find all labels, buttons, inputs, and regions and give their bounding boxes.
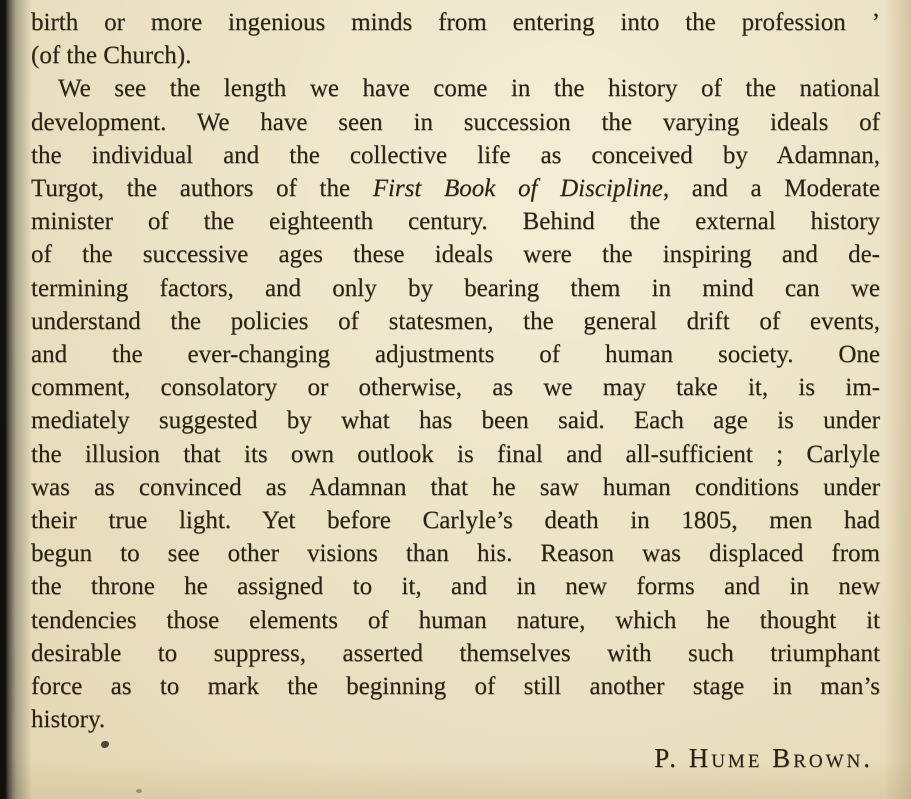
text-line	[31, 604, 880, 637]
author-signature: P. Hume Brown.	[654, 743, 873, 773]
text-segment: mediately suggested by what has been said. Each age is under	[31, 407, 880, 435]
text-line	[31, 6, 880, 39]
text-line	[31, 238, 880, 271]
text-segment: termining factors, and only by bearing them in mind can we	[31, 274, 880, 302]
text-segment: the illusion that its own outlook is final and all-sufficient ; Carlyle	[31, 440, 880, 468]
text-line	[31, 570, 880, 603]
text-line	[31, 404, 880, 437]
text-segment: understand the policies of statesmen, the general drift of events,	[31, 307, 880, 335]
text-line	[31, 39, 880, 72]
text-segment: (of the Church).	[31, 42, 192, 70]
text-segment: was as convinced as Adamnan that he saw human conditions under	[31, 473, 880, 501]
text-line	[31, 670, 880, 703]
text-line	[31, 205, 880, 238]
text-segment: the throne he assigned to it, and in new forms and in new	[31, 573, 880, 601]
text-segment: birth or more ingenious minds from entering into the profession ’	[31, 9, 880, 36]
text-segment: their true light. Yet before Carlyle’s death in 1805, men had	[31, 507, 880, 535]
text-segment: , and a Moderate	[662, 175, 881, 203]
text-segment: begun to see other visions than his. Reason was displaced from	[31, 540, 880, 568]
text-line	[31, 272, 880, 305]
text-segment: force as to mark the beginning of still another stage in man’s	[31, 673, 880, 701]
text-line	[31, 703, 880, 736]
text-segment: development. We have seen in succession the varying ideals of	[31, 108, 880, 136]
text-line	[31, 438, 880, 471]
text-segment: the individual and the collective life as conceived by Adamnan,	[31, 141, 880, 169]
text-line	[31, 537, 880, 570]
text-line	[31, 338, 880, 371]
ink-speck	[136, 789, 142, 793]
text-line	[31, 371, 880, 404]
text-segment: desirable to suppress, asserted themselves with such triumphant	[31, 639, 880, 667]
page-text	[31, 6, 880, 736]
text-segment: We see the length we have come in the history of the national	[58, 75, 880, 103]
text-line	[31, 305, 880, 338]
ink-speck	[101, 741, 109, 748]
text-segment: Turgot, the authors of the	[31, 175, 373, 203]
text-segment: tendencies those elements of human nature, which he thought it	[31, 606, 880, 634]
text-segment: history.	[31, 706, 106, 734]
text-line	[31, 106, 880, 139]
text-line	[31, 172, 880, 205]
text-line	[31, 139, 880, 172]
text-segment: and the ever-changing adjustments of human society. One	[31, 341, 880, 369]
text-segment: minister of the eighteenth century. Behind the external history	[31, 208, 880, 236]
italic-book-title: First Book of Discipline	[372, 175, 663, 203]
text-line	[31, 72, 880, 105]
text-segment: comment, consolatory or otherwise, as we may take it, is im-	[31, 374, 880, 402]
text-line	[31, 637, 880, 670]
text-line	[31, 504, 880, 537]
text-line	[31, 471, 880, 504]
text-segment: of the successive ages these ideals were the inspiring and de-	[31, 241, 880, 269]
